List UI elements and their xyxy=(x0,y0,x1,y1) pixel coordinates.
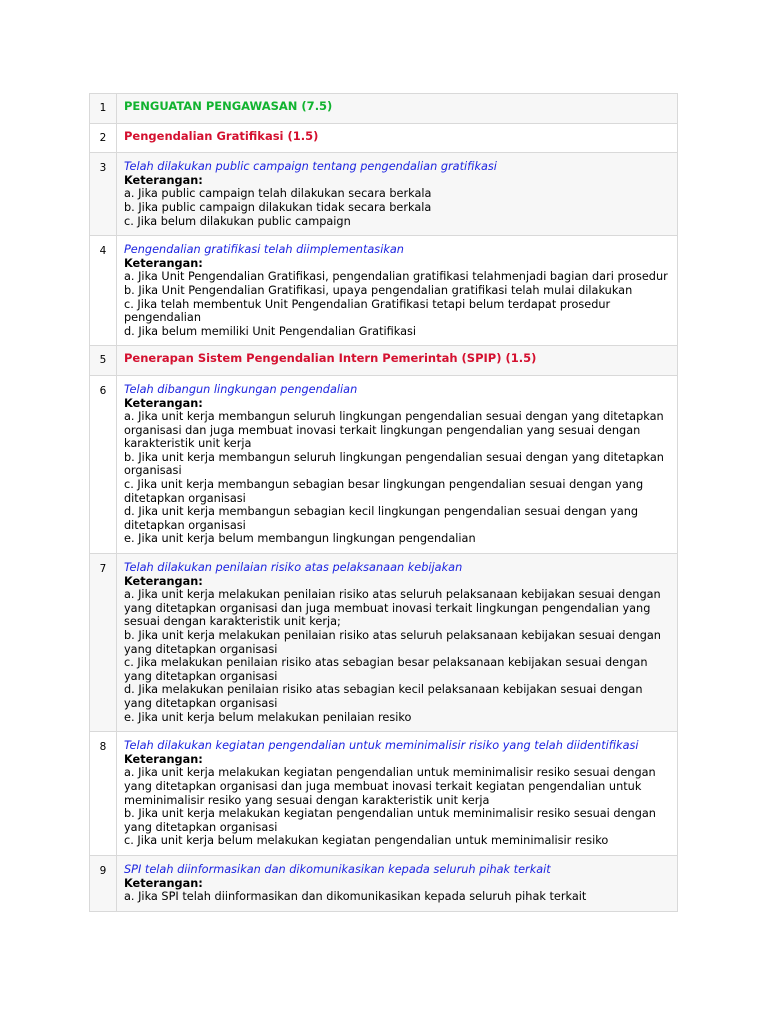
row-number: 4 xyxy=(90,236,117,346)
option-item: c. Jika belum dilakukan public campaign xyxy=(124,214,351,228)
criterion-title: Telah dilakukan public campaign tentang pengendalian gratifikasi xyxy=(124,160,497,174)
row-number: 6 xyxy=(90,375,117,553)
option-item: a. Jika unit kerja melakukan penilaian risiko atas seluruh pelaksanaan kebijakan sesuai dengan yang ditetapkan organisasi dan juga membuat inovasi terkait lingkungan pengendalian yang sesuai dengan karakteristik unit kerja; xyxy=(124,588,661,629)
keterangan-label: Keterangan: xyxy=(124,574,203,588)
criterion-title: Telah dibangun lingkungan pengendalian xyxy=(124,382,358,396)
option-item: b. Jika unit kerja membangun seluruh lingkungan pengendalian sesuai dengan yang ditetapkan organisasi xyxy=(124,450,664,478)
row-number: 2 xyxy=(90,123,117,153)
option-item: b. Jika unit kerja melakukan penilaian risiko atas seluruh pelaksanaan kebijakan sesuai dengan yang ditetapkan organisasi xyxy=(124,629,661,656)
keterangan-label: Keterangan: xyxy=(124,752,203,766)
heading-text: Pengendalian Gratifikasi (1.5) xyxy=(124,128,319,143)
table-row xyxy=(90,94,678,124)
option-item: c. Jika unit kerja belum melakukan kegiatan pengendalian untuk meminimalisir resiko xyxy=(124,834,609,848)
option-item: e. Jika unit kerja belum melakukan penilaian resiko xyxy=(124,710,412,724)
row-number: 7 xyxy=(90,554,117,732)
heading-text: PENGUATAN PENGAWASAN (7.5) xyxy=(124,99,333,113)
subsection-heading xyxy=(117,123,678,153)
row-number: 9 xyxy=(90,855,117,911)
row-number: 5 xyxy=(90,346,117,376)
heading-text: Penerapan Sistem Pengendalian Intern Pemerintah (SPIP) (1.5) xyxy=(124,351,537,366)
keterangan-label: Keterangan: xyxy=(124,256,203,270)
criterion-cell xyxy=(117,153,678,236)
table-row xyxy=(90,732,678,856)
criterion-cell xyxy=(117,375,678,553)
option-item: d. Jika melakukan penilaian risiko atas sebagian kecil pelaksanaan kebijakan sesuai dengan yang ditetapkan organisasi xyxy=(124,683,643,710)
criterion-cell xyxy=(117,732,678,856)
option-item: a. Jika SPI telah diinformasikan dan dikomunikasikan kepada seluruh pihak terkait xyxy=(124,890,587,904)
option-item: a. Jika unit kerja membangun seluruh lingkungan pengendalian sesuai dengan yang ditetapkan organisasi dan juga membuat inovasi terkait lingkungan pengendalian yang sesuai dengan karakteristik unit kerja xyxy=(124,410,664,451)
option-item: b. Jika unit kerja melakukan kegiatan pengendalian untuk meminimalisir resiko sesuai dengan yang ditetapkan organisasi xyxy=(124,807,656,834)
option-item: d. Jika belum memiliki Unit Pengendalian Gratifikasi xyxy=(124,324,417,338)
row-number: 3 xyxy=(90,153,117,236)
criterion-title: Telah dilakukan kegiatan pengendalian untuk meminimalisir risiko yang telah diidentifikasi xyxy=(124,739,639,753)
option-item: e. Jika unit kerja belum membangun lingkungan pengendalian xyxy=(124,532,476,546)
criterion-cell xyxy=(117,855,678,911)
table-row xyxy=(90,236,678,346)
option-item: c. Jika unit kerja membangun sebagian besar lingkungan pengendalian sesuai dengan yang ditetapkan organisasi xyxy=(124,478,644,505)
option-item: a. Jika unit kerja melakukan kegiatan pengendalian untuk meminimalisir resiko sesuai dengan yang ditetapkan organisasi dan juga membuat inovasi terkait kegiatan pengendalian untuk meminimalisir resiko yang sesuai dengan karakteristik unit kerja xyxy=(124,766,656,807)
option-item: b. Jika Unit Pengendalian Gratifikasi, upaya pengendalian gratifikasi telah mulai dilakukan xyxy=(124,283,633,297)
table-row xyxy=(90,346,678,376)
section-heading xyxy=(117,94,678,124)
option-item: a. Jika Unit Pengendalian Gratifikasi, pengendalian gratifikasi telahmenjadi bagian dari prosedur xyxy=(124,270,668,284)
table-row xyxy=(90,123,678,153)
option-item: b. Jika public campaign dilakukan tidak secara berkala xyxy=(124,200,432,214)
keterangan-label: Keterangan: xyxy=(124,173,203,187)
option-item: c. Jika telah membentuk Unit Pengendalian Gratifikasi tetapi belum terdapat prosedur pengendalian xyxy=(124,297,611,325)
keterangan-label: Keterangan: xyxy=(124,876,203,890)
table-row xyxy=(90,375,678,553)
criterion-title: SPI telah diinformasikan dan dikomunikasikan kepada seluruh pihak terkait xyxy=(124,862,551,876)
table-row xyxy=(90,554,678,732)
subsection-heading xyxy=(117,346,678,376)
row-number: 8 xyxy=(90,732,117,856)
assessment-table xyxy=(89,93,678,912)
table-row xyxy=(90,153,678,236)
criterion-title: Pengendalian gratifikasi telah diimplementasikan xyxy=(124,243,404,257)
table-row xyxy=(90,855,678,911)
option-item: d. Jika unit kerja membangun sebagian kecil lingkungan pengendalian sesuai dengan yang ditetapkan organisasi xyxy=(124,505,639,532)
option-item: c. Jika melakukan penilaian risiko atas sebagian besar pelaksanaan kebijakan sesuai dengan yang ditetapkan organisasi xyxy=(124,656,648,683)
criterion-title: Telah dilakukan penilaian risiko atas pelaksanaan kebijakan xyxy=(124,561,463,575)
keterangan-label: Keterangan: xyxy=(124,396,203,410)
option-item: a. Jika public campaign telah dilakukan secara berkala xyxy=(124,187,432,201)
criterion-cell xyxy=(117,554,678,732)
criterion-cell xyxy=(117,236,678,346)
row-number: 1 xyxy=(90,94,117,124)
